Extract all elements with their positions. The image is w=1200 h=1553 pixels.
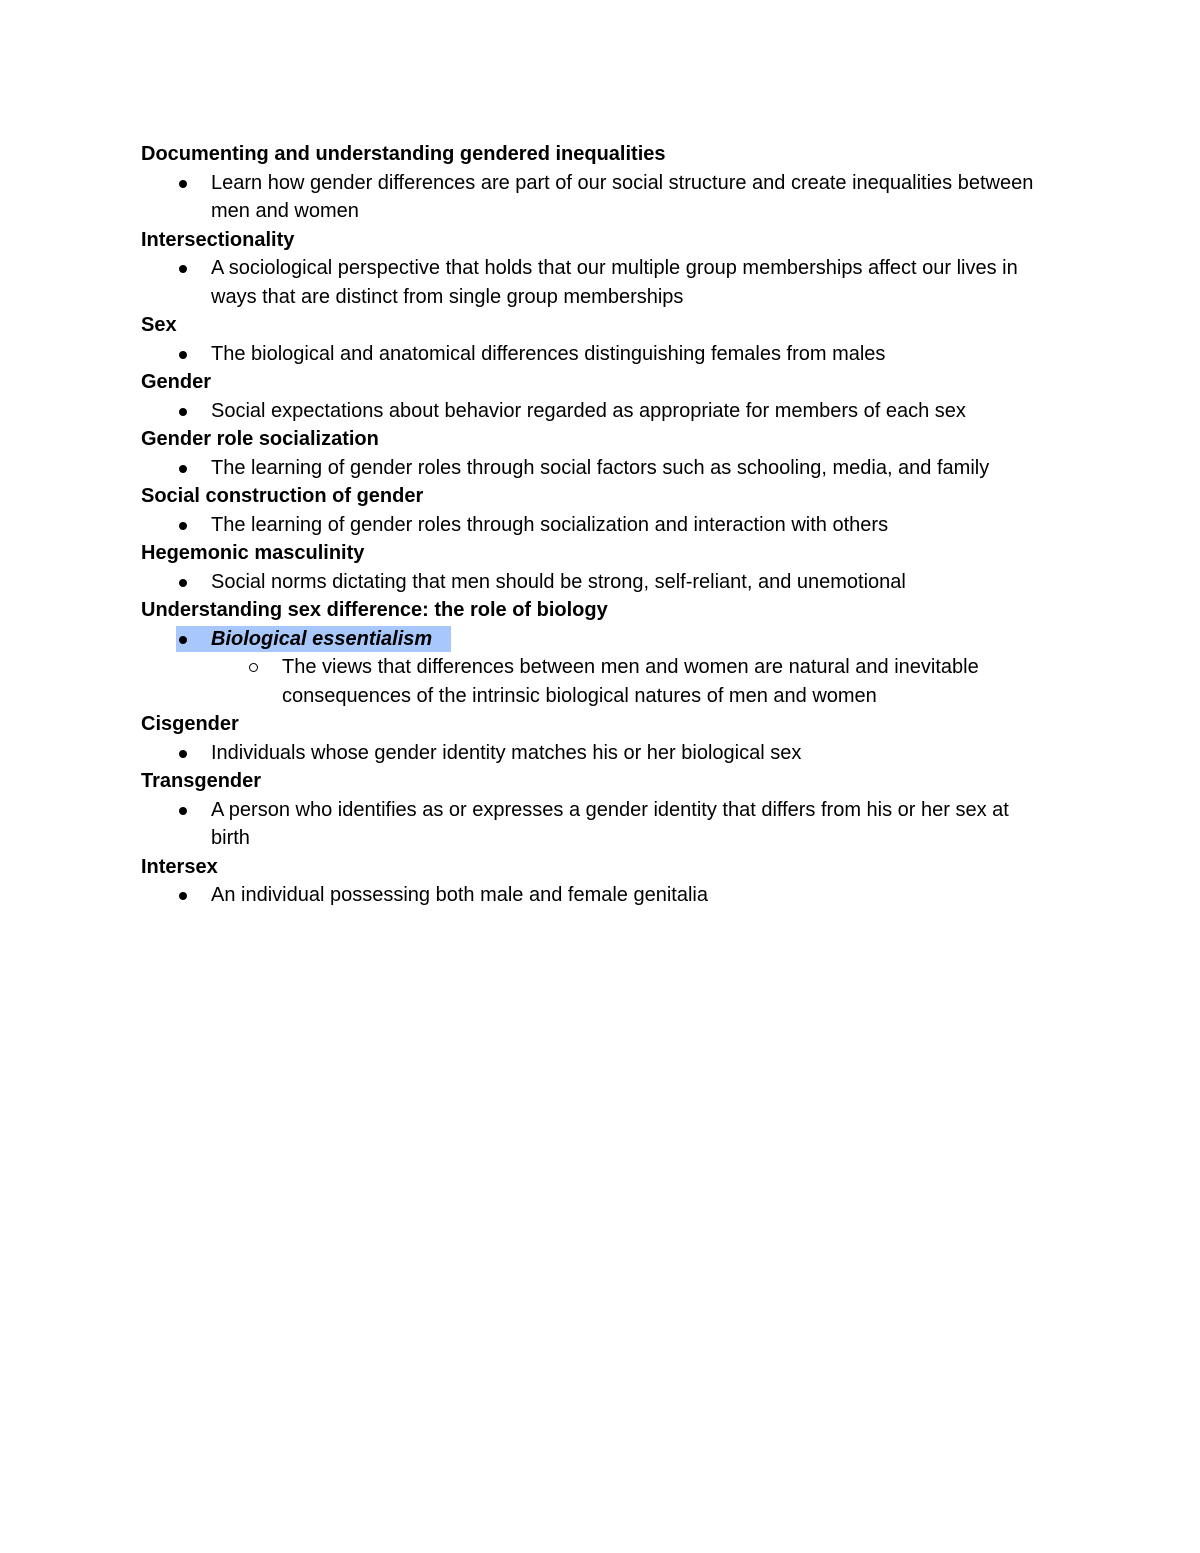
section-term: Hegemonic masculinity — [141, 542, 365, 564]
definition-text: Individuals whose gender identity matches his or her biological sex — [211, 741, 802, 764]
bullet-icon — [179, 892, 187, 900]
bullet-icon — [179, 408, 187, 416]
highlighted-subterm-item[interactable] — [141, 625, 1051, 711]
definition-text: An individual possessing both male and female genitalia — [211, 884, 708, 906]
section-term: Transgender — [141, 770, 262, 792]
section-term: Cisgender — [141, 713, 239, 735]
section-term: Sex — [141, 314, 177, 336]
bullet-icon — [179, 522, 187, 530]
sub-definition-list — [141, 653, 1051, 710]
section-term: Social construction of gender — [141, 485, 424, 507]
hollow-bullet-icon — [249, 663, 258, 672]
definition-item — [141, 511, 1051, 540]
bullet-icon — [179, 807, 187, 815]
definition-list — [141, 340, 1060, 369]
definition-text: The learning of gender roles through social factors such as schooling, media, and family — [211, 456, 990, 479]
bullet-icon — [179, 465, 187, 473]
definition-item — [141, 881, 1051, 910]
bullet-icon — [179, 351, 187, 359]
definition-item — [141, 568, 1051, 597]
definition-text: The biological and anatomical differences distinguishing females from males — [211, 342, 886, 365]
bullet-icon — [179, 265, 187, 273]
definition-list — [141, 511, 1060, 540]
definition-list — [141, 169, 1060, 226]
definition-item — [141, 796, 1051, 853]
definition-text: A person who identifies as or expresses a gender identity that differs from his or her sex at birth — [211, 798, 1009, 849]
definition-text: A sociological perspective that holds that our multiple group memberships affect our lives in ways that are distinct from single group memberships — [211, 257, 1018, 308]
definition-item — [141, 739, 1051, 768]
bullet-icon — [179, 750, 187, 758]
definition-list — [141, 568, 1060, 597]
sub-definition-item — [141, 653, 1052, 710]
definition-item — [141, 340, 1051, 369]
definition-item — [141, 169, 1051, 226]
definition-item — [141, 454, 1051, 483]
section-term: Intersectionality — [141, 228, 295, 251]
definition-item — [141, 397, 1051, 426]
definition-text: Social norms dictating that men should be strong, self-reliant, and unemotional — [211, 570, 906, 593]
definition-text: Social expectations about behavior regarded as appropriate for members of each sex — [211, 399, 966, 422]
definition-item — [141, 254, 1051, 311]
section-term: Understanding sex difference: the role of biology — [141, 599, 608, 621]
definition-list — [141, 625, 1060, 711]
definition-list — [141, 881, 1060, 910]
section-term: Intersex — [141, 855, 218, 878]
subterm-text: Biological essentialism — [211, 627, 433, 650]
definition-text: Learn how gender differences are part of our social structure and create inequalities between men and women — [211, 171, 1034, 222]
section-term: Documenting and understanding gendered inequalities — [141, 143, 666, 165]
definition-list — [141, 397, 1060, 426]
definition-text: The learning of gender roles through socialization and interaction with others — [211, 513, 889, 536]
bullet-icon — [179, 636, 187, 644]
definition-text: The views that differences between men and women are natural and inevitable consequences of the intrinsic biological natures of men and women — [282, 656, 979, 707]
section-term: Gender role socialization — [141, 428, 379, 450]
bullet-icon — [179, 180, 187, 188]
definition-list — [141, 739, 1060, 768]
bullet-icon — [179, 579, 187, 587]
section-term: Gender — [141, 371, 212, 393]
definition-list — [141, 796, 1060, 853]
definition-list — [141, 454, 1060, 483]
definition-list — [141, 254, 1060, 311]
